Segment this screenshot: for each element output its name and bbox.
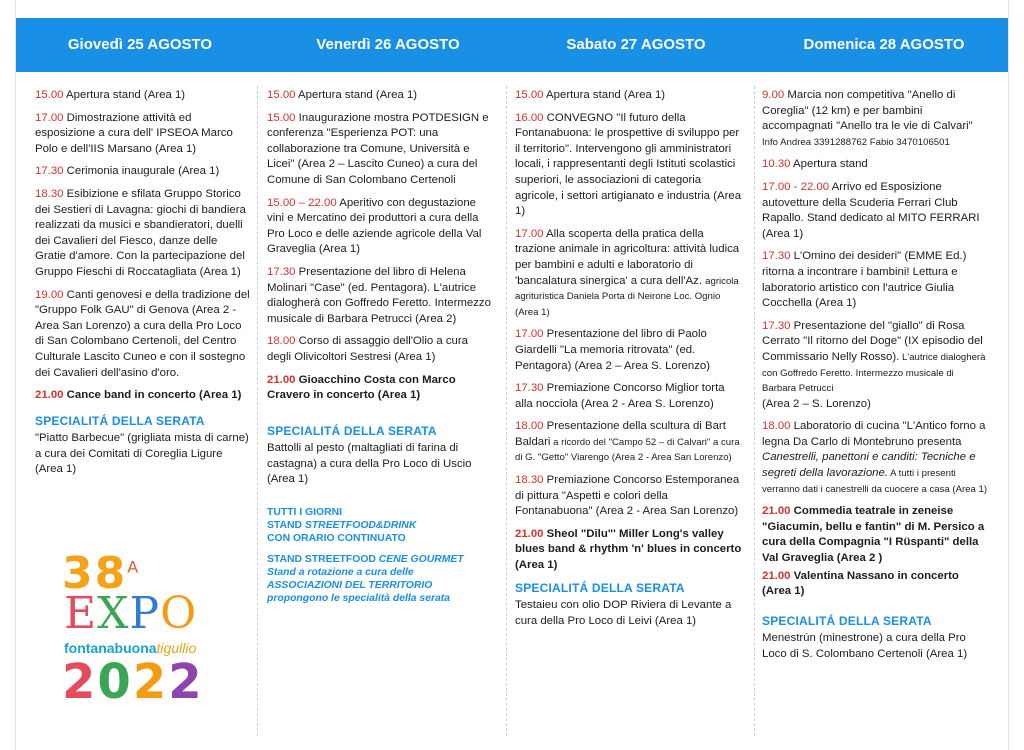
column-divider (506, 86, 508, 736)
event-item: 16.00 CONVEGNO "Il futuro della Fontanabuona: le prospettive di sviluppo per il territorio". Intervengono gli amministratori locali, i rappresentanti degli Istituti scolastici superiori, le associazioni di categoria agricole, i settori artigianato e industria (Area 1) (515, 111, 742, 218)
column-friday (267, 88, 495, 605)
event-item: 15.00 Apertura stand (Area 1) (267, 89, 418, 101)
event-item: 17.00 Presentazione del libro di Paolo Giardelli "La memoria ritrovata" (ed. Pentagora) (Area 2 – Area S. Lorenzo) (515, 328, 711, 372)
event-item: 17.00 Alla scoperta della pratica della trazione animale in agricoltura: attività ludica per bambini e adulti e laboratorio di 'bancalatura sinergica' a cura dell'Az. agricola agrituristica Daniela Porta di Neirone Loc. Ognio (Area 1) (515, 227, 740, 318)
column-sunday (762, 88, 990, 670)
event-item: 21.00 Commedia teatrale in zeneise "Giacumin, bellu e fantin" di M. Persico a cura della Compagnia "I Rüspanti" della Val Graveglia (Area 2 ) (762, 505, 985, 565)
logo-year: 2022 (62, 654, 204, 710)
special-text: Menestrún (minestrone) a cura della Pro Loco di S. Colombano Certenoli (Area 1) (762, 632, 968, 660)
special-title: SPECIALITÁ DELLA SERATA (267, 423, 437, 438)
day-saturday: Sabato 27 AGOSTO (566, 36, 706, 53)
special-title: SPECIALITÁ DELLA SERATA (35, 413, 205, 428)
event-item: 15.00 Apertura stand (Area 1) (35, 89, 186, 101)
special-text: "Piatto Barbecue" (grigliata mista di carne) a cura dei Comitati di Coreglia Ligure (Area 1) (35, 432, 249, 476)
event-item: 17.30 L'Omino dei desideri" (EMME Ed.) ritorna a incontrare i bambini! Lettura e laboratorio artistico con l'autrice Giulia Cocchella (Area 1) (762, 250, 967, 310)
event-item: 17.30 Presentazione del libro di Helena Molinari "Case" (ed. Pentagora). L'autrice dialogherà con Goffredo Feretto. Intermezzo musicale di Barbara Petrucci (Area 2) (267, 265, 491, 325)
event-item: 21.00 Cance band in concerto (Area 1) (35, 389, 242, 402)
streetfood-note: TUTTI I GIORNI STAND STREETFOOD&DRINK CON ORARIO CONTINUATO STAND STREETFOOD CENE GOURMET Stand a rotazione a cura delle ASSOCIAZIONI DEL TERRITORIO propongono le specialità della serata (267, 507, 464, 605)
special-title: SPECIALITÁ DELLA SERATA (762, 613, 932, 628)
day-sunday: Domenica 28 AGOSTO (803, 36, 965, 53)
event-item: 17.30 Premiazione Concorso Miglior torta alla nocciola (Area 2 - Area S. Lorenzo) (515, 382, 725, 410)
event-item: 18.30 Premiazione Concorso Estemporanea di pittura "Aspetti e colori della Fontanabuona" (Area 2 - Area San Lorenzo) (515, 474, 740, 518)
event-item: 18.00 Corso di assaggio dell'Olio a cura degli Olivicoltori Sestresi (Area 1) (267, 335, 469, 363)
day-thursday: Giovedì 25 AGOSTO (67, 36, 213, 53)
event-item: 18.30 Esibizione e sfilata Gruppo Storico dei Sestieri di Lavagna: giochi di bandiera realizzati da musici e sbandieratori, duelli dei Cavalieri del Fiesco, danze delle Gratie d'amore. Con la partecipazione del Gruppo Fieschi di Roccatagliata (Area 1) (35, 187, 246, 278)
event-item: 17.00 - 22.00 Arrivo ed Esposizione autovetture della Scuderia Ferrari Club Rapallo. Stand dedicato al MITO FERRARI (Area 1) (762, 180, 980, 240)
event-item: 18.00 Laboratorio di cucina "L'Antico forno a legna Da Carlo di Montebruno presenta Canestrelli, panettoni e canditi: Tecniche e segreti della lavorazione. A tutti i presenti verranno dati i canestrelli da cuocere a casa (Area 1) (762, 420, 988, 495)
event-item: 21.00 Gioacchino Costa con Marco Cravero in concerto (Area 1) (267, 373, 456, 402)
event-item: 19.00 Canti genovesi e della tradizione del "Gruppo Folk GAU" di Genova (Area 2 - Area San Lorenzo) a cura della Pro Loco di San Colombano Certenoli, del Centro Culturale Lascito Cuneo e con il sostegno dei Cavalieri dell'asino d'oro. (35, 288, 250, 379)
day-friday: Venerdì 26 AGOSTO (316, 36, 460, 53)
expo-logo (34, 550, 234, 710)
event-item: 10.30 Apertura stand (762, 158, 868, 171)
event-item: 21.00 Valentina Nassano in concerto (Area 1) (762, 569, 959, 598)
event-item: 18.00 Presentazione della scultura di Bart Baldari a ricordo del "Campo 52 – di Calvari" a cura di G. "Getto" Viarengo (Area 2 - Area San Lorenzo) (515, 420, 740, 464)
event-item: 17.30 Cerimonia inaugurale (Area 1) (35, 165, 220, 178)
logo-edition-sup: A (127, 557, 141, 577)
event-item: 21.00 Sheol "Dilu"' Miller Long's valley blues band & rhythm 'n' blues in concerto (Area 1) (515, 527, 742, 572)
logo-subtitle: fontanabuonatigullio (64, 640, 197, 656)
special-text: Testaieu con olio DOP Riviera di Levante a cura della Pro Loco di Leivi (Area 1) (515, 599, 732, 627)
column-divider (754, 86, 756, 736)
column-divider (257, 86, 259, 736)
event-item: 17.00 Dimostrazione attività ed esposizione a cura dell' IPSEOA Marco Polo e dell'IIS Marsano (Area 1) (35, 111, 233, 155)
special-text: Battolli al pesto (maltagliati di farina di castagna) a cura della Pro Loco di Uscio (Area 1) (267, 442, 472, 486)
logo-edition: 38 (62, 548, 128, 599)
event-item: 9.00 Marcia non competitiva "Anello di Coreglia" (12 km) e per bambini accompagnati "Anello tra le vie di Calvari" Info Andrea 3391288762 Fabio 3470106501 (762, 89, 973, 148)
event-item: 15.00 Apertura stand (Area 1) (515, 89, 666, 101)
event-item: 15.00 – 22.00 Aperitivo con degustazione vini e Mercatino dei produttori a cura della Pro Loco e delle aziende agricole della Val Graveglia (Area 1) (267, 196, 482, 256)
event-item: 17.30 Presentazione del "giallo" di Rosa Cerrato "Il ritorno del Doge" (IX episodio del Commissario Nelly Rosso). L'autrice dialogherà con Goffredo Feretto. Intermezzo musicale di Barbara Petrucci (Area 2 – S. Lorenzo) (762, 319, 986, 410)
column-saturday (515, 88, 743, 636)
logo-word: EXPO (64, 588, 198, 639)
event-item: 15.00 Inaugurazione mostra POTDESIGN e conferenza "Esperienza POT: una collaborazione tra Comune, Università e Licei" (Area 2 – Lascito Cuneo) a cura del Comune di San Colombano Certenoli (267, 111, 489, 186)
column-thursday (35, 88, 250, 485)
days-header (16, 18, 1008, 72)
special-title: SPECIALITÁ DELLA SERATA (515, 580, 685, 595)
